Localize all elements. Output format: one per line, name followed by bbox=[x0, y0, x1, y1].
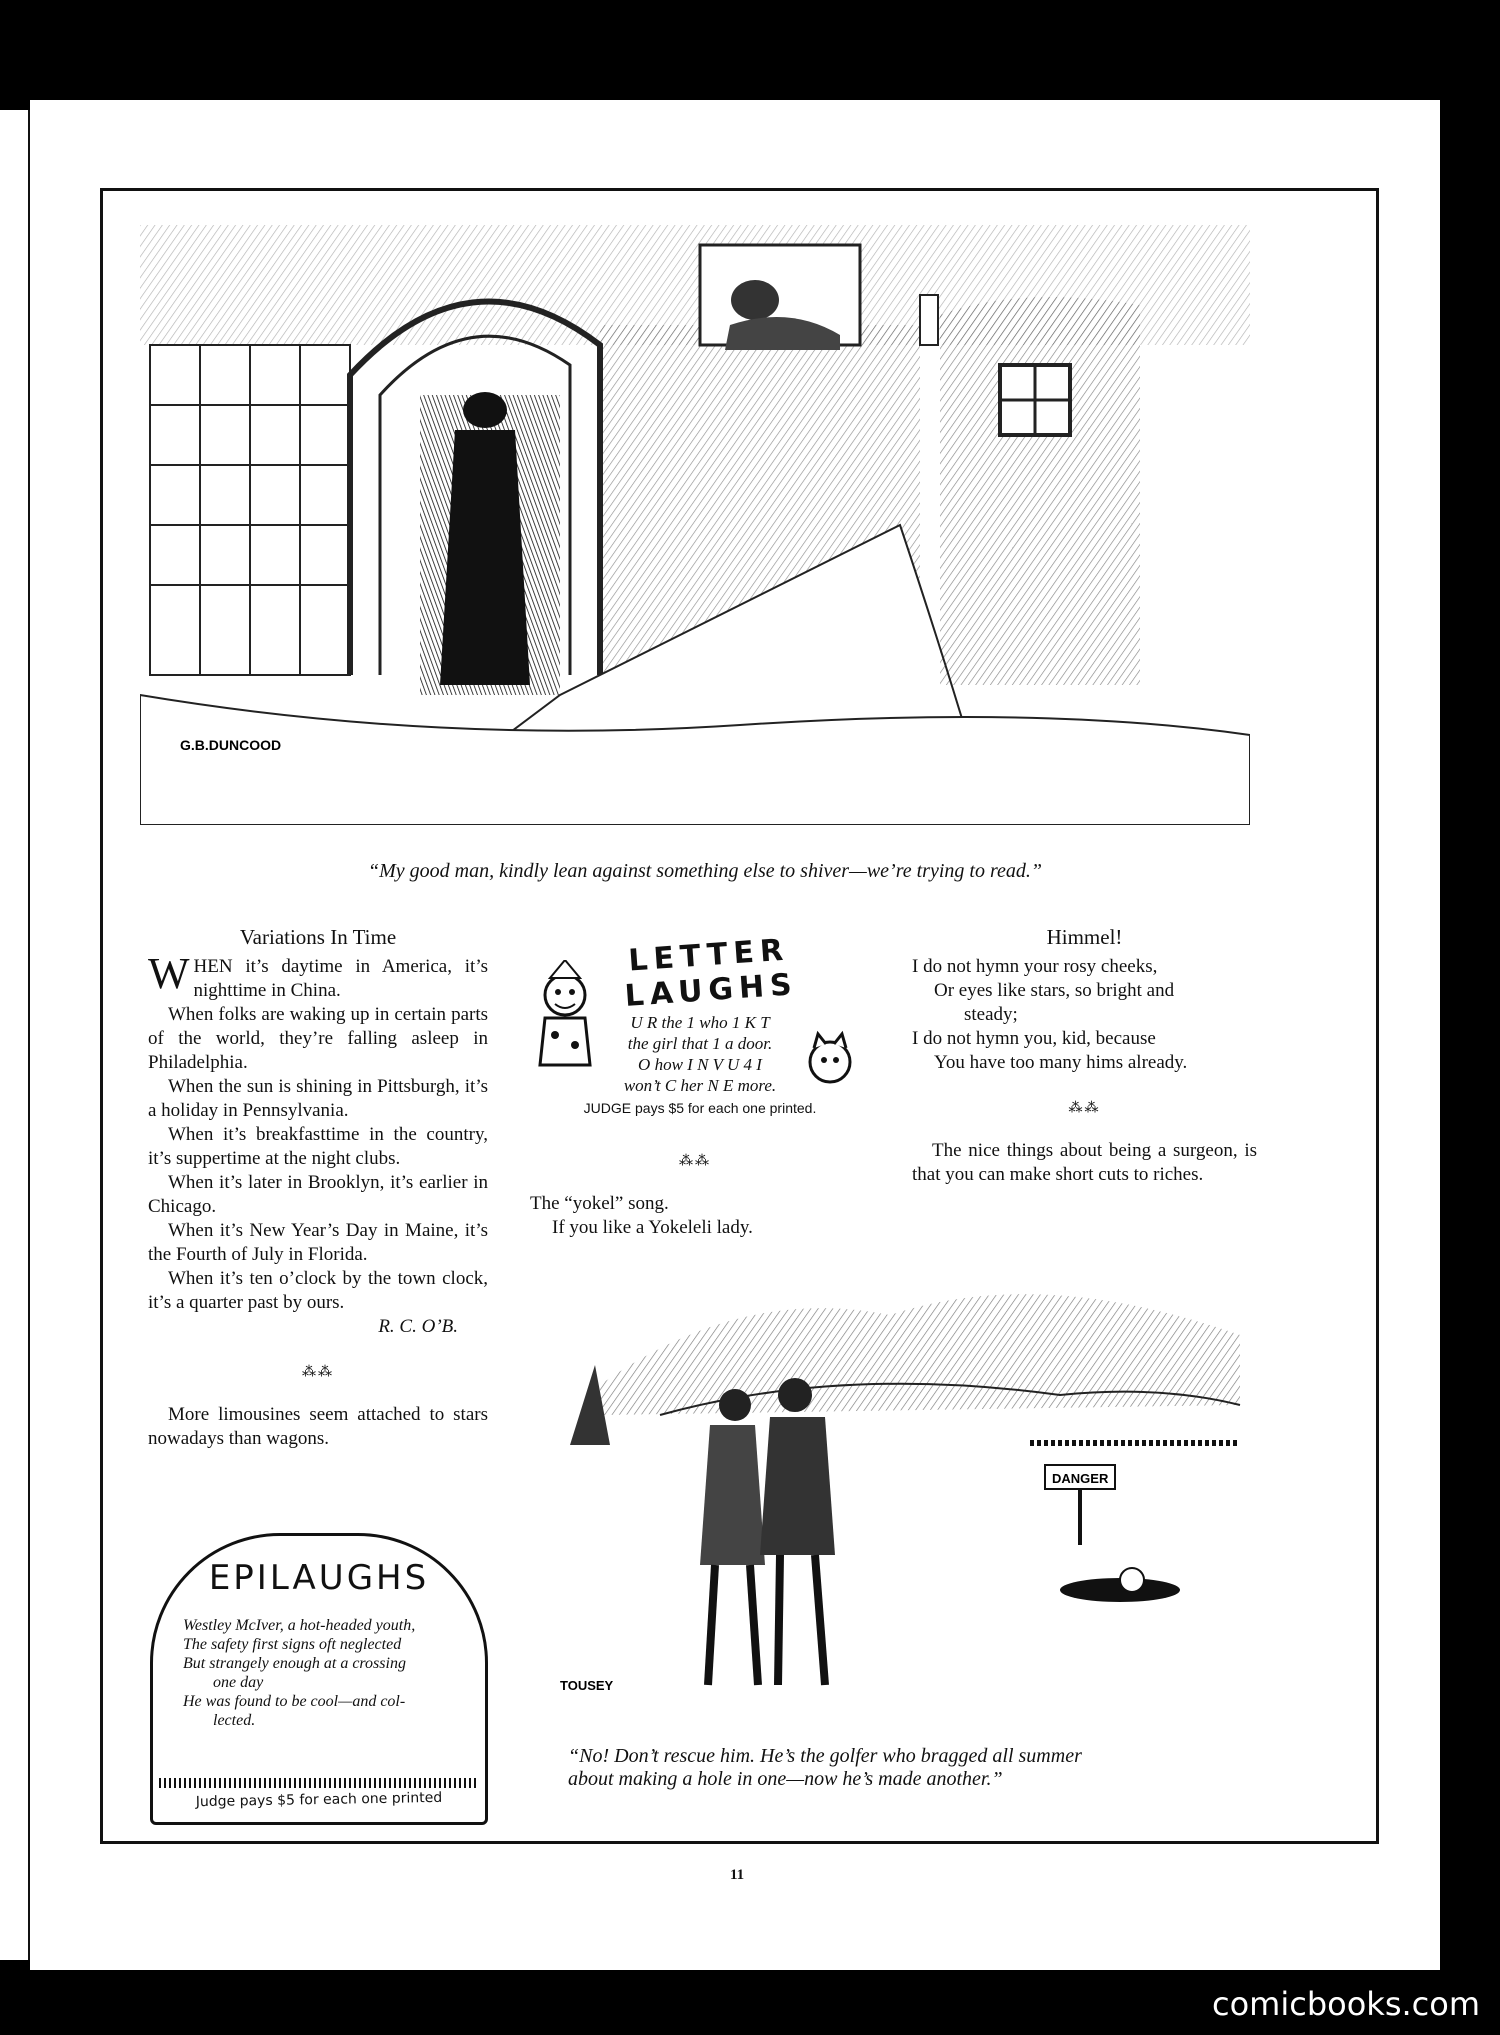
frozen-lake-illustration bbox=[540, 1245, 1250, 1745]
himmel-line: I do not hymn your rosy cheeks, bbox=[912, 956, 1158, 977]
letter-laughs-box bbox=[530, 930, 860, 1120]
rebus-line: U R the 1 who 1 K T bbox=[630, 1013, 770, 1032]
letter-laughs-rebus bbox=[590, 1012, 810, 1096]
epilaughs-line: lected. bbox=[213, 1712, 256, 1729]
variations-first-paragraph bbox=[148, 949, 488, 1003]
epilaughs-poem bbox=[183, 1616, 473, 1730]
bottom-caption-line-1: “No! Don’t rescue him. He’s the golfer who bragged all summer bbox=[568, 1745, 1082, 1767]
top-cartoon-caption: “My good man, kindly lean against something else to shiver—we’re trying to read.” bbox=[368, 860, 1042, 882]
snowy-doorway-illustration bbox=[140, 225, 1250, 825]
himmel-poem bbox=[912, 955, 1257, 1075]
rebus-line: won’t C her N E more. bbox=[623, 1076, 777, 1095]
drop-cap: W bbox=[148, 949, 190, 998]
himmel-line: steady; bbox=[964, 1004, 1018, 1025]
previous-page-edge bbox=[0, 110, 31, 1960]
variations-signature: R. C. O’B. bbox=[378, 1316, 458, 1337]
ornament: ⁂⁂ bbox=[1068, 1101, 1101, 1116]
rebus-line: O how I N V U 4 I bbox=[638, 1055, 762, 1074]
epilaughs-title: EPILAUGHS bbox=[208, 1558, 430, 1598]
epilaughs-line: But strangely enough at a crossing bbox=[183, 1655, 406, 1672]
bottom-cartoon-caption bbox=[568, 1745, 1258, 1791]
rebus-line: the girl that 1 a door. bbox=[627, 1034, 773, 1053]
variations-paragraph: When it’s later in Brooklyn, it’s earlier in Chicago. bbox=[148, 1172, 488, 1217]
ornament: ⁂⁂ bbox=[679, 1154, 711, 1169]
ornament: ⁂⁂ bbox=[302, 1365, 334, 1380]
epilaughs-line: Westley McIver, a hot-headed youth, bbox=[183, 1617, 416, 1634]
left-column bbox=[148, 925, 488, 1451]
epilaughs-line: The safety first signs oft neglected bbox=[183, 1636, 402, 1653]
variations-paragraph: When it’s breakfasttime in the country, it’s suppertime at the night clubs. bbox=[148, 1124, 488, 1169]
epilaughs-line: one day bbox=[213, 1674, 264, 1691]
variations-paragraph: When folks are waking up in certain parts of the world, they’re falling asleep in Philadelphia. bbox=[148, 1004, 488, 1073]
top-cartoon-signature: G.B.DUNCOOD bbox=[180, 737, 282, 753]
variations-paragraph: When it’s New Year’s Day in Maine, it’s the Fourth of July in Florida. bbox=[148, 1220, 488, 1265]
bottom-caption-line-2: about making a hole in one—now he’s made another.” bbox=[568, 1768, 1003, 1790]
top-cartoon bbox=[140, 225, 1250, 825]
yokel-line-1: The “yokel” song. bbox=[530, 1193, 669, 1214]
right-column bbox=[912, 925, 1257, 1187]
epilaughs-line: He was found to be cool—and col- bbox=[183, 1693, 406, 1710]
skaters-figures bbox=[700, 1378, 835, 1685]
yokel-line-2: If you like a Yokeleli lady. bbox=[552, 1217, 753, 1238]
danger-sign-text: DANGER bbox=[1052, 1471, 1109, 1486]
bottom-cartoon-signature: TOUSEY bbox=[560, 1678, 614, 1693]
bottom-cartoon bbox=[540, 1245, 1250, 1745]
letter-laughs-title: LETTER LAUGHS bbox=[623, 932, 799, 1014]
variations-first-text: HEN it’s daytime in America, it’s nighttime in China. bbox=[193, 956, 488, 1001]
himmel-title: Himmel! bbox=[1046, 925, 1123, 949]
letter-laughs-pay-note: JUDGE pays $5 for each one printed. bbox=[583, 1100, 817, 1116]
epilaughs-grass-border bbox=[159, 1778, 479, 1788]
site-watermark: comicbooks.com bbox=[1211, 1985, 1480, 2023]
middle-column bbox=[530, 1128, 860, 1240]
epilaughs-pay-note: Judge pays $5 for each one printed bbox=[195, 1789, 443, 1811]
variations-paragraph: When it’s ten o’clock by the town clock, it’s a quarter past by ours. bbox=[148, 1268, 488, 1313]
himmel-line: Or eyes like stars, so bright and bbox=[934, 980, 1175, 1001]
variations-paragraph: When the sun is shining in Pittsburgh, it’s a holiday in Pennsylvania. bbox=[148, 1076, 488, 1121]
surgeon-joke: The nice things about being a surgeon, is that you can make short cuts to riches. bbox=[912, 1140, 1257, 1185]
variations-title: Variations In Time bbox=[239, 925, 397, 949]
limousines-joke: More limousines seem attached to stars nowadays than wagons. bbox=[148, 1404, 488, 1449]
himmel-line: I do not hymn you, kid, because bbox=[912, 1028, 1156, 1049]
page-number: 11 bbox=[730, 1867, 745, 1883]
himmel-line: You have too many hims already. bbox=[934, 1052, 1188, 1073]
epilaughs-box bbox=[150, 1533, 488, 1825]
